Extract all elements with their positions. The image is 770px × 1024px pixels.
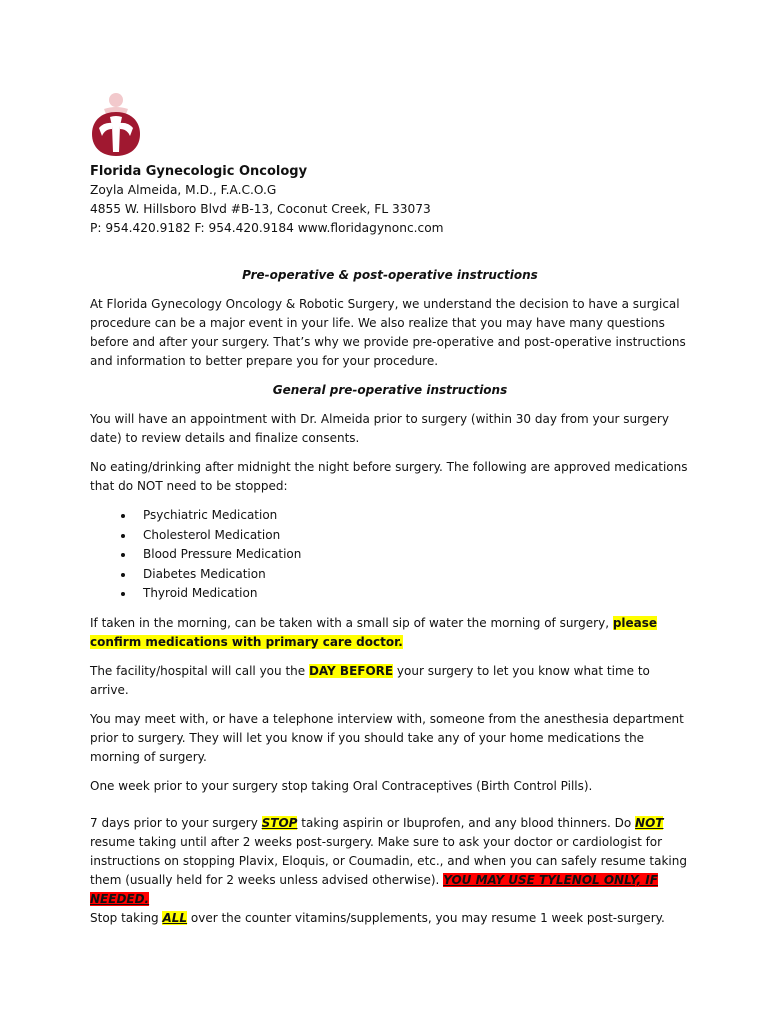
morning-text: If taken in the morning, can be taken with a small sip of water the morning of surgery, <box>90 615 613 630</box>
list-item: • Blood Pressure Medication <box>135 545 690 565</box>
page-title: Pre-operative & post-operative instructions <box>242 268 538 282</box>
tylenol-warning: YOU MAY USE TYLENOL ONLY, IF NEEDED. <box>90 872 658 906</box>
facility-text: The facility/hospital will call you the <box>90 663 309 678</box>
stop-taking-end: over the counter vitamins/supplements, you may resume 1 week post-surgery. <box>187 910 665 925</box>
document-body <box>90 266 690 928</box>
highlight-day-before: DAY BEFORE <box>308 663 394 678</box>
no-eating-paragraph: No eating/drinking after midnight the night before surgery. The following are approved medications that do NOT need to be stopped: <box>90 460 688 493</box>
list-item: • Cholesterol Medication <box>135 526 690 546</box>
list-item: • Diabetes Medication <box>135 565 690 585</box>
supplements-paragraph <box>90 909 690 928</box>
medication-list <box>90 506 690 604</box>
org-name: Florida Gynecologic Oncology <box>90 164 308 179</box>
seven-days-mid: taking aspirin or Ibuprofen, and any blood thinners. Do <box>297 815 636 830</box>
morning-paragraph <box>90 614 690 652</box>
doctor-name: Zoyla Almeida, M.D., F.A.C.O.G <box>90 183 277 197</box>
facility-text-end: your surgery to let you know what time to arrive. <box>90 663 650 697</box>
list-item: • Thyroid Medication <box>135 584 690 604</box>
section-heading: General pre-operative instructions <box>272 383 508 397</box>
facility-paragraph <box>90 662 690 700</box>
list-item: • Psychiatric Medication <box>135 506 690 526</box>
contraceptives-paragraph: One week prior to your surgery stop taking Oral Contraceptives (Birth Control Pills). <box>90 778 593 793</box>
highlight-not: NOT <box>635 815 664 830</box>
clinic-logo <box>90 92 142 158</box>
highlight-stop: STOP <box>261 815 298 830</box>
seven-days-text: 7 days prior to your surgery <box>90 815 262 830</box>
appointment-paragraph: You will have an appointment with Dr. Almeida prior to surgery (within 30 day from your surgery date) to review details and finalize consents. <box>90 412 669 445</box>
highlight-confirm: please confirm medications with primary care doctor. <box>90 615 658 649</box>
letterhead <box>90 162 444 238</box>
anesthesia-paragraph: You may meet with, or have a telephone interview with, someone from the anesthesia department prior to surgery. They will let you know if you should take any of your home medications the morning of surgery. <box>90 711 684 764</box>
address: 4855 W. Hillsboro Blvd #B-13, Coconut Creek, FL 33073 <box>90 202 431 216</box>
intro-paragraph: At Florida Gynecology Oncology & Robotic Surgery, we understand the decision to have a surgical procedure can be a major event in your life. We also realize that you may have many questions before and after your surgery. That’s why we provide pre-operative and post-operative instructions and information to better prepare you for your procedure. <box>90 297 686 368</box>
contact-info: P: 954.420.9182 F: 954.420.9184 www.floridagynonc.com <box>90 221 444 235</box>
highlight-all: ALL <box>162 910 188 925</box>
blood-thinners-paragraph <box>90 814 690 909</box>
stop-taking-text: Stop taking <box>90 910 163 925</box>
seven-days-post: resume taking until after 2 weeks post-surgery. Make sure to ask your doctor or cardiologist for instructions on stopping Plavix, Eloquis, or Coumadin, etc., and when you can safely resume taking them (usually held for 2 weeks unless advised otherwise). <box>90 834 687 887</box>
